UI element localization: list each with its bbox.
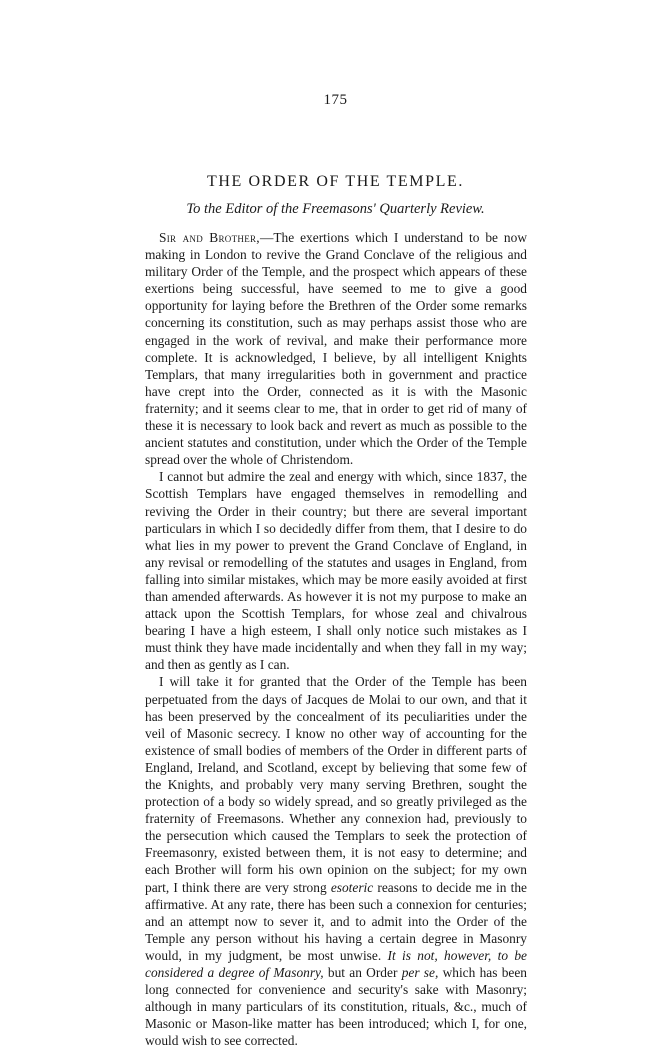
paragraph-3-part-2: reasons to decide me in the affirmative. At any rate, there has been such a connexion for centuries; and an attempt now to sever it, and to admit into the Order of the Temple any person without his having a certain degree in Masonry would, in my judgment, be most unwise. bbox=[145, 879, 527, 963]
salutation: Sir and Brother, bbox=[159, 230, 260, 245]
article-subtitle: To the Editor of the Freemasons' Quarterly Review. bbox=[186, 201, 485, 217]
page-number: 175 bbox=[323, 92, 348, 108]
paragraph-2-text: I cannot but admire the zeal and energy with which, since 1837, the Scottish Templars have engaged themselves in remodelling and reviving the Order in their country; but there are several important particulars in which I so decidedly differ from them, that I desire to do what lies in my power to prevent the Grand Conclave of England, in any revisal or remodelling of the statutes and usages in England, from falling into similar mistakes, which may be more easily avoided at first than amended afterwards. As however it is not my purpose to make an attack upon the Scottish Templars, for whose zeal and chivalrous bearing I have a high esteem, I shall only notice such mistakes as I must think they have made incidentally and when they fall in my way; and then as gently as I can. bbox=[145, 469, 527, 673]
paragraph-1-text: —The exertions which I understand to be now making in London to revive the Grand Conclave of the religious and military Order of the Temple, and the prospect which appears of these exertions being successful, have seemed to me to give a good opportunity for laying before the Brethren of the Order some remarks concerning its constitution, such as may perhaps assist those who are engaged in the work of revival, and make their performance more complete. It is acknowledged, I believe, by all intelligent Knights Templars, that many irregularities both in government and practice have crept into the Order, connected as it is with the Masonic fraternity; and it seems clear to me, that in order to get rid of many of these it is necessary to look back and revert as much as possible to the ancient statutes and constitution, under which the Order of the Temple spread over the whole of Christendom. bbox=[145, 230, 527, 468]
italic-per-se: per se, bbox=[401, 965, 439, 981]
italic-sentence: It is not, however, to be considered a degree of Masonry, bbox=[145, 947, 527, 981]
article-title: THE ORDER OF THE TEMPLE. bbox=[207, 173, 464, 190]
paragraph-3 bbox=[145, 673, 527, 1049]
article-body bbox=[145, 229, 527, 1050]
italic-esoteric: esoteric bbox=[330, 879, 374, 895]
paragraph-3-part-3: but an Order bbox=[323, 965, 402, 981]
paragraph-2 bbox=[145, 468, 527, 673]
paragraph-3-part-4: which has been long connected for convenience and security's sake with Masonry; although in many particulars of its constitution, rituals, &c., much of Masonic or Mason-like matter has been introduced; which I, for one, would wish to see corrected. bbox=[145, 965, 527, 1049]
paragraph-1 bbox=[145, 229, 527, 468]
paragraph-3-part-1: I will take it for granted that the Order of the Temple has been perpetuated from the days of Jacques de Molai to our own, and that it has been preserved by the concealment of its peculiarities under the veil of Masonic secrecy. I know no other way of accounting for the existence of small bodies of members of the Order in different parts of England, Ireland, and Scotland, except by believing that some few of the Knights, and probably very many serving Brethren, sought the protection of a body so widely spread, and so greatly privileged as the fraternity of Freemasons. Whether any connexion had, previously to the persecution which caused the Templars to seek the protection of Freemasonry, existed between them, it is not easy to determine; and each Brother will form his own opinion on the subject; for my own part, I think there are very strong bbox=[145, 674, 527, 895]
